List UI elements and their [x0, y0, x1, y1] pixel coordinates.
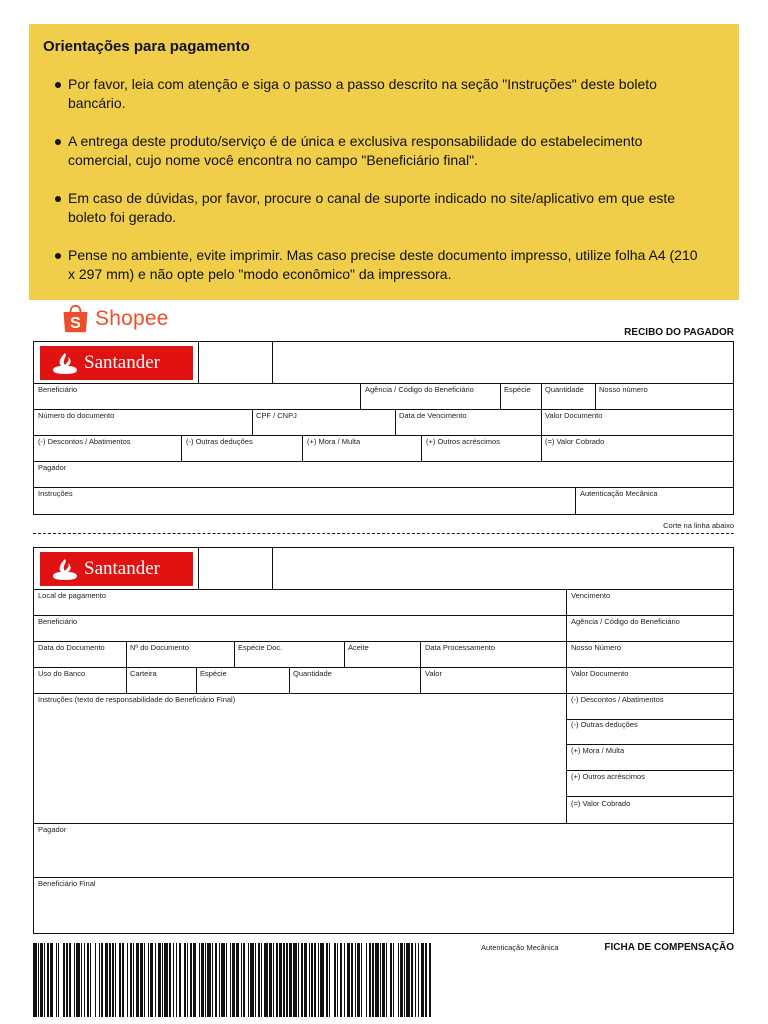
field-valor-documento: Valor Documento	[545, 411, 603, 420]
santander-logo	[40, 552, 193, 586]
field-beneficiario: Beneficiário	[38, 617, 78, 626]
shopee-logo	[62, 305, 169, 333]
field-local-pagamento: Local de pagamento	[38, 591, 106, 600]
field-mora-multa: (+) Mora / Multa	[307, 437, 361, 446]
field-pagador: Pagador	[38, 825, 67, 834]
compensation-frame	[33, 547, 734, 934]
field-quantidade: Quantidade	[293, 669, 332, 678]
payment-orientations-box	[29, 24, 739, 300]
field-outras-deducoes: (-) Outras deduções	[571, 720, 638, 729]
cut-line-label: Corte na linha abaixo	[663, 521, 734, 530]
santander-flame-icon	[52, 558, 78, 580]
field-cpf-cnpj: CPF / CNPJ	[256, 411, 297, 420]
field-outras-deducoes: (-) Outras deduções	[186, 437, 253, 446]
compensation-title: FICHA DE COMPENSAÇÃO	[604, 942, 734, 953]
orientations-list	[43, 75, 725, 284]
field-aceite: Aceite	[348, 643, 369, 652]
santander-wordmark: Santander	[84, 352, 160, 373]
field-valor-cobrado: (=) Valor Cobrado	[545, 437, 605, 446]
shopping-bag-icon	[62, 305, 89, 333]
receipt-title: RECIBO DO PAGADOR	[624, 327, 734, 338]
field-outros-acrescimos: (+) Outros acréscimos	[571, 772, 645, 781]
field-vencimento: Vencimento	[571, 591, 611, 600]
orientation-item: Pense no ambiente, evite imprimir. Mas caso precise deste documento impresso, utilize folha A4 (210 x 297 mm) e não opte pelo "modo econômico" da impressora.	[43, 246, 725, 284]
field-agencia: Agência / Código do Beneficiário	[365, 385, 474, 394]
field-descontos: (-) Descontos / Abatimentos	[571, 695, 664, 704]
field-pagador: Pagador	[38, 463, 67, 472]
field-nosso-numero: Nosso Número	[571, 643, 622, 652]
bullet-icon	[55, 196, 61, 202]
field-numero-documento: Número do documento	[38, 411, 115, 420]
field-valor-documento: Valor Documento	[571, 669, 629, 678]
field-beneficiario-final: Beneficiário Final	[38, 879, 96, 888]
orientation-item: Em caso de dúvidas, por favor, procure o canal de suporte indicado no site/aplicativo em que este boleto foi gerado.	[43, 189, 725, 227]
santander-flame-icon	[52, 352, 78, 374]
field-especie: Espécie	[200, 669, 227, 678]
field-instrucoes: Instruções (texto de responsabilidade do Beneficiário Final)	[38, 695, 236, 704]
field-instrucoes: Instruções	[38, 489, 73, 498]
field-uso-banco: Uso do Banco	[38, 669, 86, 678]
field-descontos: (-) Descontos / Abatimentos	[38, 437, 131, 446]
bullet-icon	[55, 139, 61, 145]
field-valor: Valor	[425, 669, 442, 678]
orientation-item: Por favor, leia com atenção e siga o passo a passo descrito na seção "Instruções" deste boleto bancário.	[43, 75, 725, 113]
field-valor-cobrado: (=) Valor Cobrado	[571, 799, 631, 808]
cut-line	[33, 533, 734, 534]
field-data-processamento: Data Processamento	[425, 643, 496, 652]
field-nosso-numero: Nosso número	[599, 385, 648, 394]
bullet-icon	[55, 82, 61, 88]
field-autenticacao: Autenticação Mecânica	[580, 489, 658, 498]
field-mora-multa: (+) Mora / Multa	[571, 746, 625, 755]
compensation-autenticacao: Autenticação Mecânica	[481, 943, 559, 952]
field-especie-doc: Espécie Doc.	[238, 643, 283, 652]
svg-text:S: S	[70, 315, 81, 332]
field-numero-documento: Nº do Documento	[130, 643, 190, 652]
barcode	[33, 943, 435, 1017]
field-data-vencimento: Data de Vencimento	[399, 411, 467, 420]
field-quantidade: Quantidade	[545, 385, 584, 394]
field-especie: Espécie	[504, 385, 531, 394]
santander-logo	[40, 346, 193, 380]
shopee-wordmark: Shopee	[95, 307, 169, 330]
santander-wordmark: Santander	[84, 558, 160, 579]
field-agencia: Agência / Código do Beneficiário	[571, 617, 680, 626]
bullet-icon	[55, 253, 61, 259]
orientations-title: Orientações para pagamento	[43, 38, 250, 55]
field-beneficiario: Beneficiário	[38, 385, 78, 394]
field-outros-acrescimos: (+) Outros acréscimos	[426, 437, 500, 446]
orientation-item: A entrega deste produto/serviço é de única e exclusiva responsabilidade do estabelecimento comercial, cujo nome você encontra no campo "Beneficiário final".	[43, 132, 725, 170]
field-carteira: Carteira	[130, 669, 157, 678]
field-data-documento: Data do Documento	[38, 643, 105, 652]
barcode-bar	[431, 943, 432, 1017]
